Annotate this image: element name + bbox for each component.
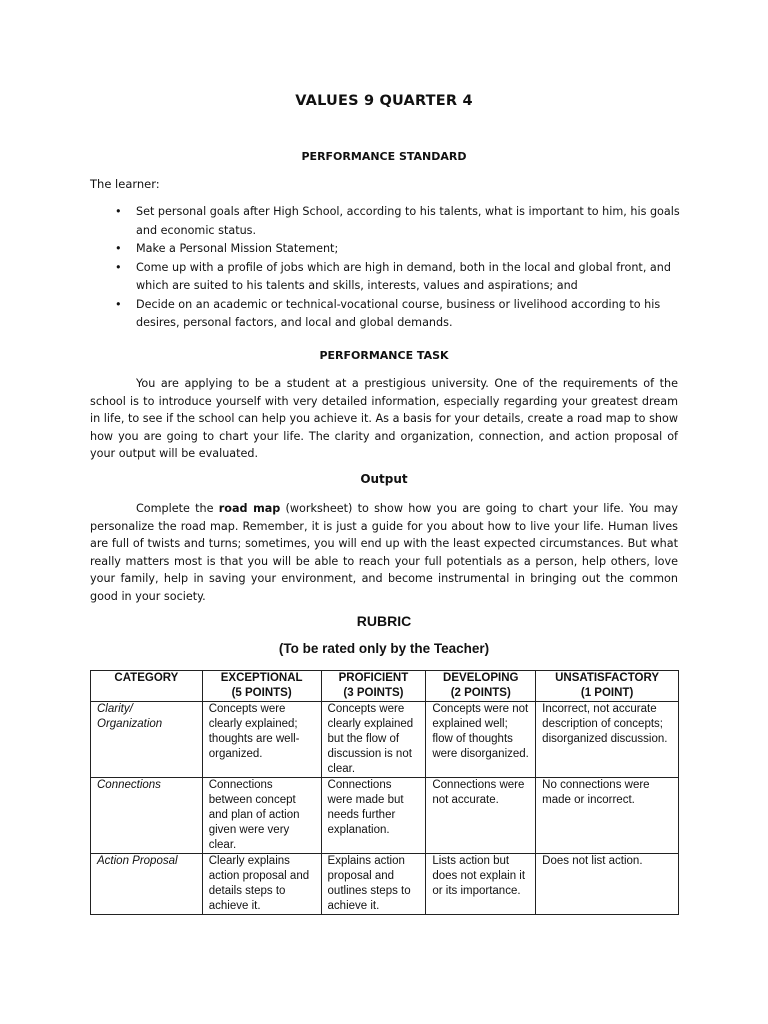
rubric-table — [90, 670, 679, 915]
unsatisfactory-cell: Incorrect, not accurate description of concepts; disorganized discussion. — [536, 702, 679, 778]
performance-task-paragraph: You are applying to be a student at a prestigious university. One of the requirements of the school is to introduce yourself with very detailed information, especially regarding your greatest dream in life, to see if the school can help you achieve it. As a basis for your details, create a road map to show how you are going to chart your life. The clarity and organization, connection, and action proposal of your output will be evaluated. — [90, 377, 678, 460]
performance-task-heading: PERFORMANCE TASK — [319, 349, 449, 362]
road-map-emphasis: road map — [218, 502, 281, 515]
unsatisfactory-cell: Does not list action. — [536, 854, 679, 915]
header-category: CATEGORY — [91, 671, 203, 702]
table-row — [91, 702, 679, 778]
list-item — [115, 259, 690, 296]
bullet-icon: • — [115, 260, 122, 274]
rubric-subtitle: (To be rated only by the Teacher) — [278, 641, 490, 656]
performance-standard-heading: PERFORMANCE STANDARD — [301, 150, 467, 163]
bullet-icon: • — [115, 205, 122, 218]
learner-intro: The learner: — [90, 177, 160, 191]
proficient-cell: Connections were made but needs further explanation. — [321, 778, 426, 854]
header-proficient: PROFICIENT (3 POINTS) — [321, 671, 426, 702]
category-cell: Action Proposal — [91, 854, 203, 915]
performance-standard-list — [115, 203, 690, 333]
list-item-text: Decide on an academic or technical-vocational course, business or livelihood according to his desires, personal factors, and local and global demands. — [136, 297, 661, 329]
table-row — [91, 778, 679, 854]
developing-cell: Concepts were not explained well; flow of thoughts were disorganized. — [426, 702, 536, 778]
bullet-icon: • — [115, 297, 122, 311]
list-item — [115, 240, 690, 259]
list-item — [115, 296, 690, 333]
document-title: VALUES 9 QUARTER 4 — [295, 93, 473, 109]
exceptional-cell: Connections between concept and plan of action given were very clear. — [202, 778, 321, 854]
output-paragraph — [90, 500, 678, 605]
output-text-rest: (worksheet) to show how you are going to chart your life. You may personalize the road map. Remember, it is just a guide for you about how to live your life. Human lives are full of twists and turns; sometimes, you will end up with the least expected circumstances. But what really matters most is that you will be able to reach your full potentials as a person, help others, love your family, help in saving your environment, and become instrumental in bringing out the common good in your society. — [90, 502, 679, 603]
category-cell: Clarity/ Organization — [91, 702, 203, 778]
list-item — [115, 203, 690, 240]
category-cell: Connections — [91, 778, 203, 854]
proficient-cell: Concepts were clearly explained but the flow of discussion is not clear. — [321, 702, 426, 778]
output-text-start: Complete the — [136, 502, 219, 515]
bullet-icon: • — [115, 242, 122, 255]
output-heading: Output — [360, 472, 408, 486]
exceptional-cell: Concepts were clearly explained; thoughts are well-organized. — [202, 702, 321, 778]
developing-cell: Lists action but does not explain it or its importance. — [426, 854, 536, 915]
rubric-title: RUBRIC — [356, 613, 412, 629]
exceptional-cell: Clearly explains action proposal and details steps to achieve it. — [202, 854, 321, 915]
table-header-row — [91, 671, 679, 702]
unsatisfactory-cell: No connections were made or incorrect. — [536, 778, 679, 854]
table-row — [91, 854, 679, 915]
proficient-cell: Explains action proposal and outlines steps to achieve it. — [321, 854, 426, 915]
list-item-text: Make a Personal Mission Statement; — [136, 242, 339, 255]
developing-cell: Connections were not accurate. — [426, 778, 536, 854]
list-item-text: Come up with a profile of jobs which are high in demand, both in the local and global front, and which are suited to his talents and skills, interests, values and aspirations; and — [136, 260, 671, 292]
header-unsatisfactory: UNSATISFACTORY (1 POINT) — [536, 671, 679, 702]
list-item-text: Set personal goals after High School, according to his talents, what is important to him, his goals and economic status. — [136, 205, 680, 237]
header-exceptional: EXCEPTIONAL (5 POINTS) — [202, 671, 321, 702]
header-developing: DEVELOPING (2 POINTS) — [426, 671, 536, 702]
